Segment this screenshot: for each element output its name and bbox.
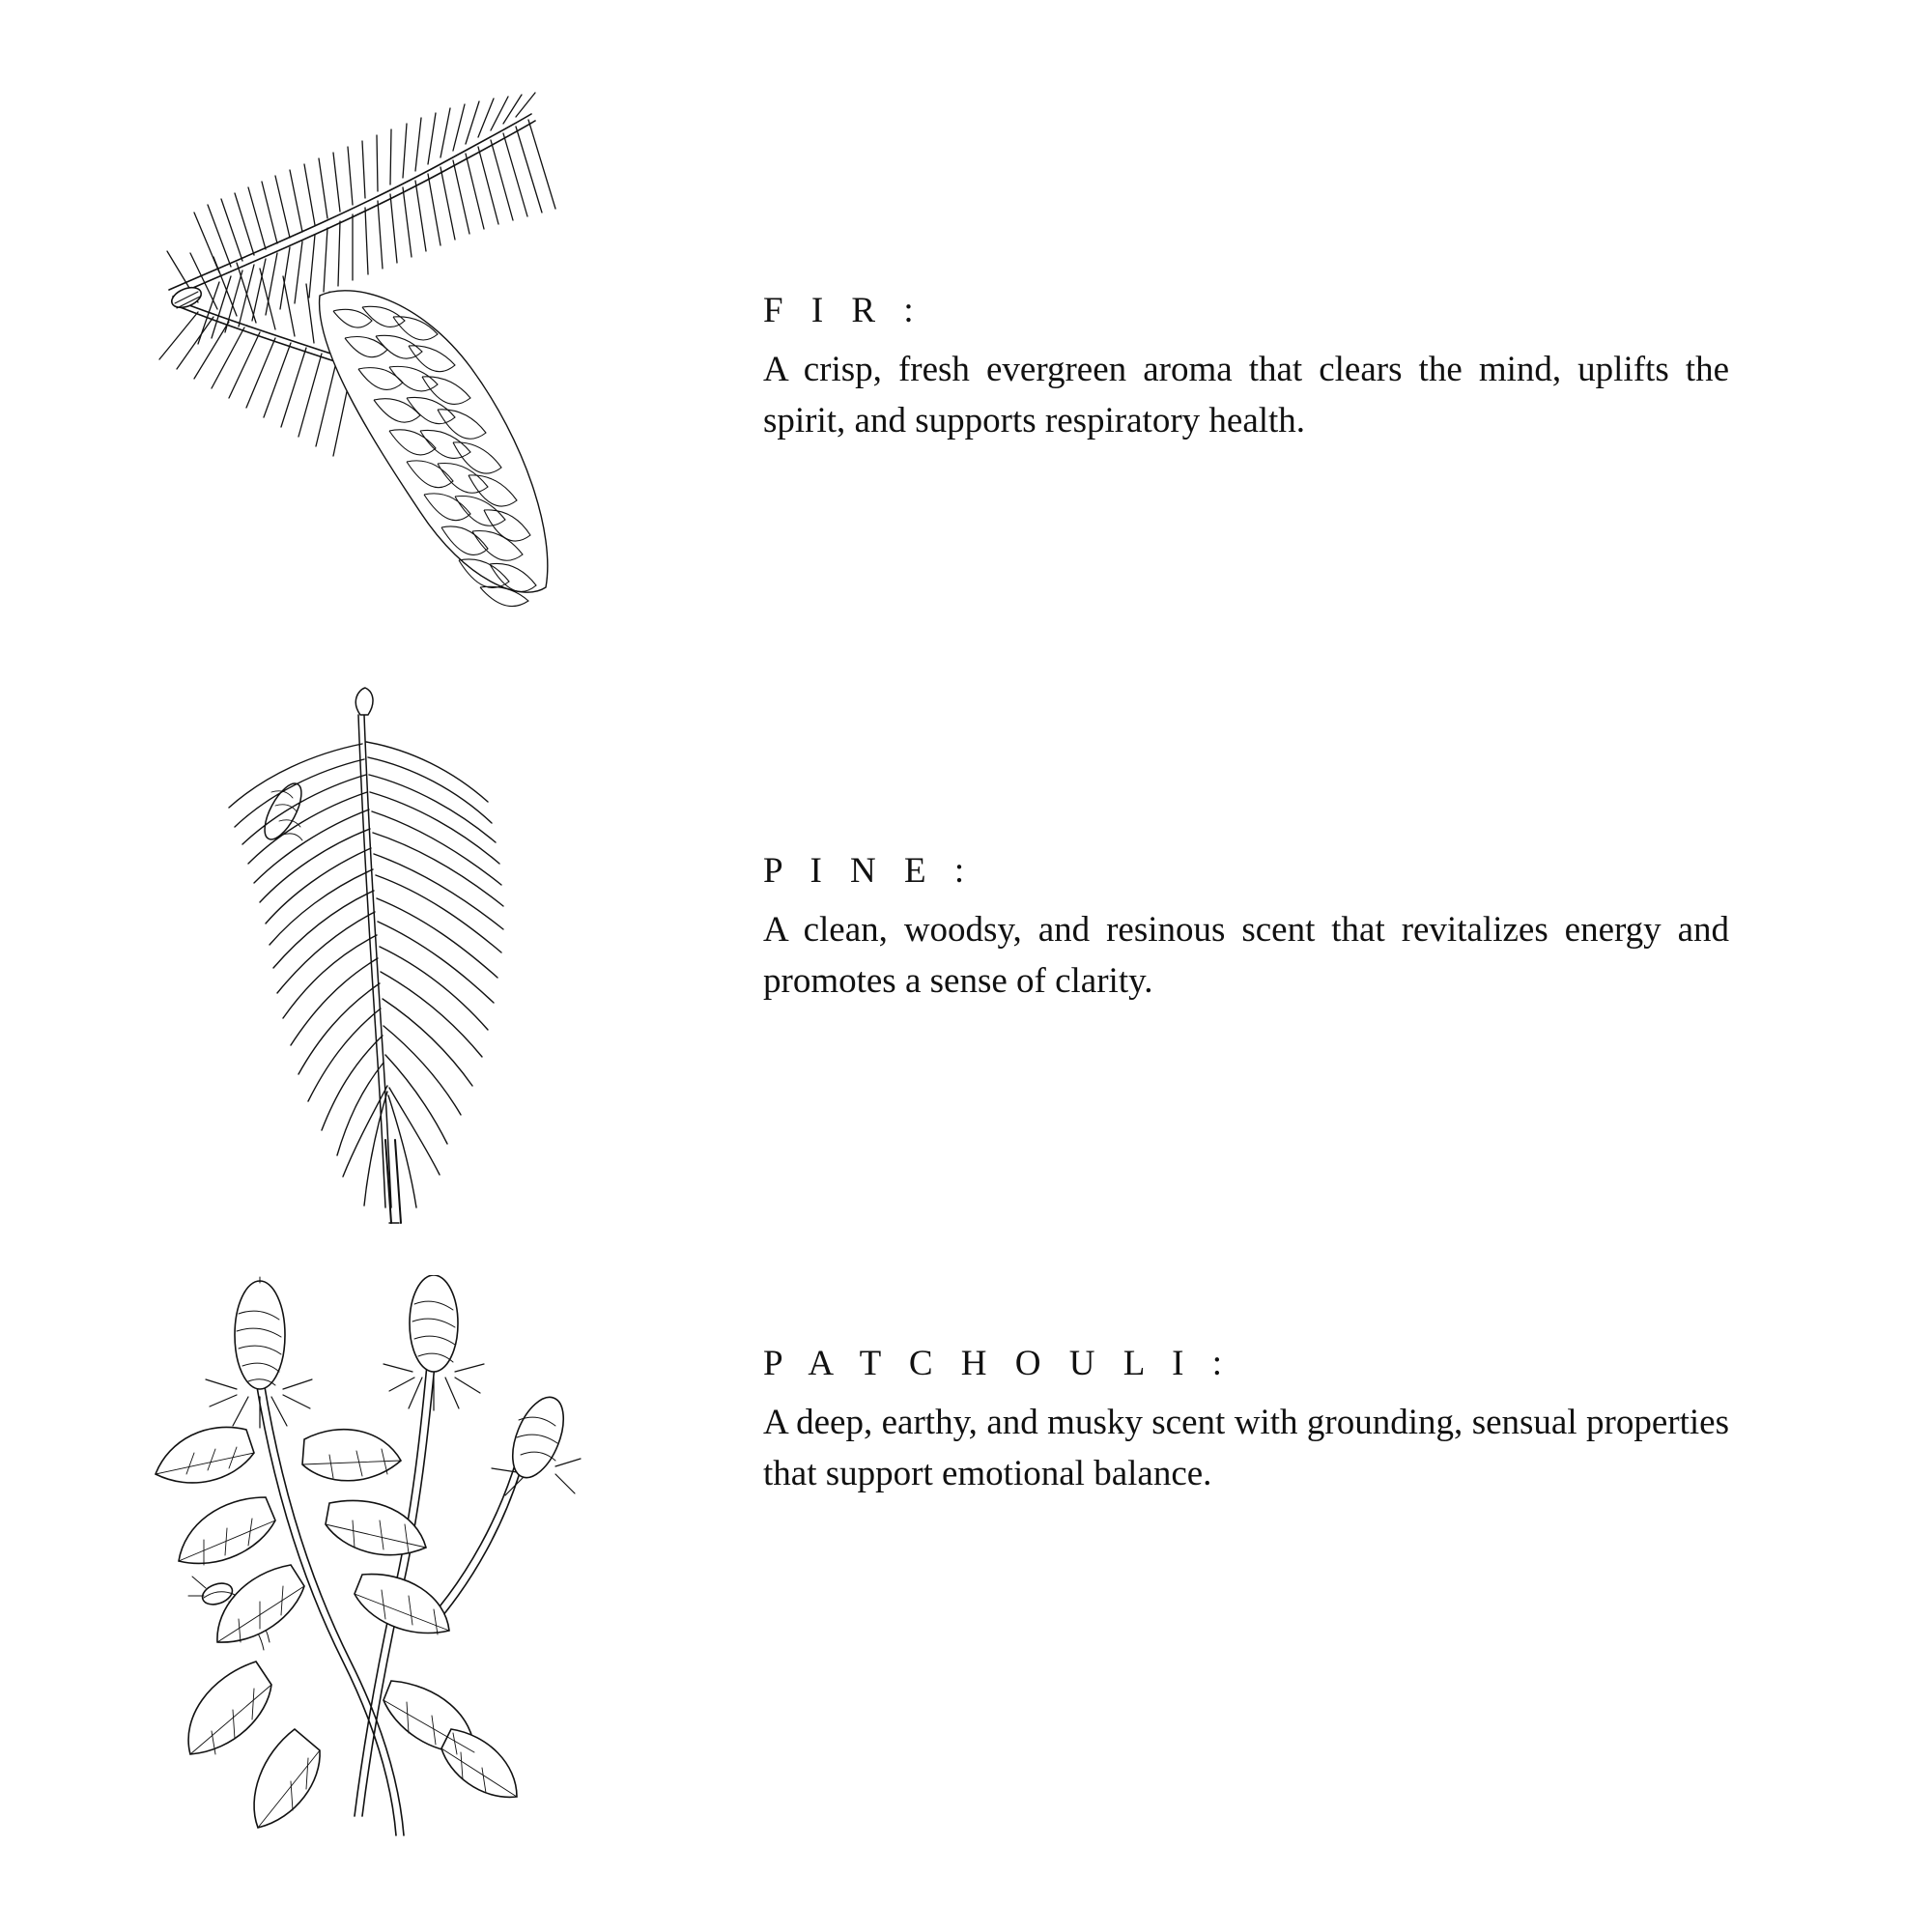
ingredient-entry-pine xyxy=(0,686,1932,1227)
fir-title: F I R : xyxy=(763,291,923,330)
fir-text-block xyxy=(763,58,1932,446)
pine-illustration-container xyxy=(0,686,763,1227)
pine-description: A clean, woodsy, and resinous scent that revitalizes energy and promotes a sense of clarity. xyxy=(763,910,1729,1001)
pine-title: P I N E : xyxy=(763,851,975,891)
patchouli-text-block xyxy=(763,1275,1932,1499)
patchouli-description: A deep, earthy, and musky scent with grounding, sensual properties that support emotional balance. xyxy=(763,1403,1729,1493)
pine-text-block xyxy=(763,686,1932,1007)
patchouli-title: P A T C H O U L I : xyxy=(763,1344,1233,1383)
fir-illustration-container xyxy=(0,58,763,638)
fir-branch-with-cone-illustration xyxy=(130,58,633,638)
ingredient-entry-fir xyxy=(0,58,1932,638)
ingredient-entry-patchouli xyxy=(0,1275,1932,1855)
fir-description: A crisp, fresh evergreen aroma that clears the mind, uplifts the spirit, and supports respiratory health. xyxy=(763,350,1729,440)
pine-needle-branch-illustration xyxy=(169,686,594,1227)
patchouli-plant-illustration xyxy=(101,1275,662,1855)
patchouli-illustration-container xyxy=(0,1275,763,1855)
